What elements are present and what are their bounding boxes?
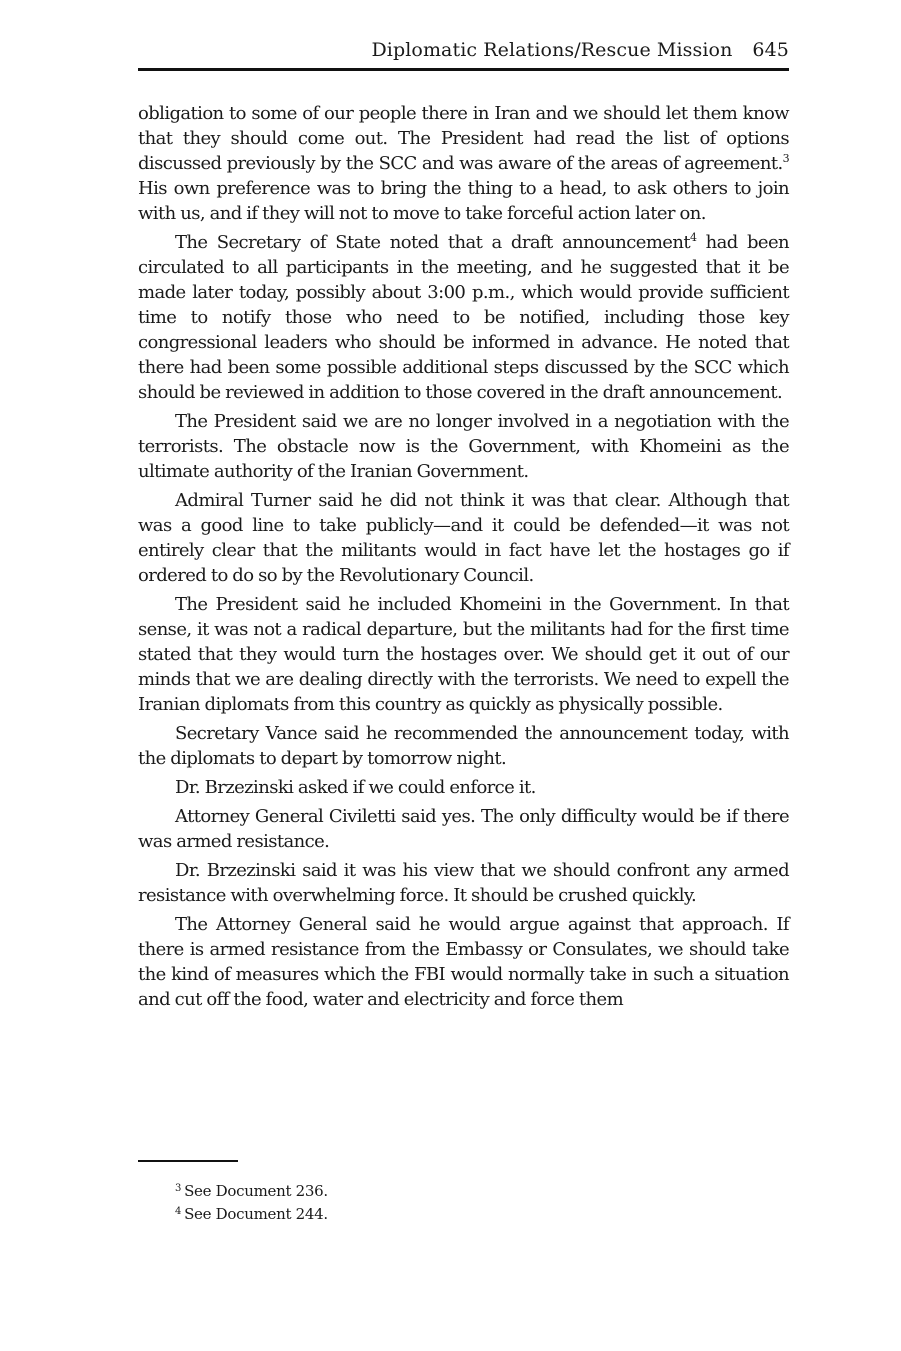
header-rule <box>138 68 789 71</box>
running-head <box>138 36 789 64</box>
body-paragraph <box>138 775 789 800</box>
paragraph-text: His own preference was to bring the thing to a head, to ask others to join with us, and if they will not to move to take forceful action later on. <box>138 178 789 224</box>
footnote-number: 4 <box>175 1206 182 1217</box>
paragraph-text: Attorney General Civiletti said yes. The only difficulty would be if there was armed resistance. <box>138 806 789 852</box>
paragraph-text: Dr. Brzezinski said it was his view that we should confront any armed resistance with overwhelming force. It should be crushed quickly. <box>138 860 789 906</box>
body-paragraph <box>138 230 789 405</box>
paragraph-text: obligation to some of our people there in Iran and we should let them know that they should come out. The President had read the list of options discussed previously by the SCC and was aware of the areas of agreement. <box>138 103 789 174</box>
page-number: 645 <box>752 39 789 61</box>
footnote <box>175 1180 775 1203</box>
paragraph-text: The President said he included Khomeini in the Government. In that sense, it was not a radical departure, but the militants had for the first time stated that they would turn the hostages over. We should get it out of our minds that we are dealing directly with the terrorists. We need to expell the Iranian diplomats from this country as quickly as physically possible. <box>138 594 789 715</box>
footnote-text: See Document 244. <box>184 1205 328 1223</box>
paragraph-text: had been circulated to all participants in the meeting, and he suggested that it be made later today, possibly about 3:00 p.m., which would provide sufficient time to notify those who need to be notified, including those key congressional leaders who should be informed in advance. He noted that there had been some possible additional steps discussed by the SCC which should be reviewed in addition to those covered in the draft announcement. <box>138 232 790 403</box>
body-text <box>138 101 789 1016</box>
paragraph-text: Dr. Brzezinski asked if we could enforce it. <box>175 777 536 798</box>
body-paragraph <box>138 912 789 1012</box>
body-paragraph <box>138 858 789 908</box>
body-paragraph <box>138 409 789 484</box>
paragraph-text: The Attorney General said he would argue against that approach. If there is armed resistance from the Embassy or Consulates, we should take the kind of measures which the FBI would normally take in such a situation and cut off the food, water and electricity and force them <box>138 914 789 1010</box>
body-paragraph <box>138 721 789 771</box>
running-head-title: Diplomatic Relations/Rescue Mission <box>371 39 733 61</box>
body-paragraph <box>138 804 789 854</box>
footnotes <box>175 1180 775 1226</box>
footnote-number: 3 <box>175 1183 182 1194</box>
footnote-reference[interactable]: 4 <box>689 231 697 244</box>
paragraph-text: The Secretary of State noted that a draft announcement <box>175 232 690 253</box>
footnote-rule <box>138 1160 238 1162</box>
body-paragraph <box>138 101 789 226</box>
body-paragraph <box>138 592 789 717</box>
footnote <box>175 1203 775 1226</box>
paragraph-text: Secretary Vance said he recommended the announcement today, with the diplomats to depart by tomorrow night. <box>138 723 789 769</box>
footnote-text: See Document 236. <box>184 1182 328 1200</box>
paragraph-text: Admiral Turner said he did not think it was that clear. Although that was a good line to take publicly—and it could be defended—it was not entirely clear that the militants would in fact have let the hostages go if ordered to do so by the Revolutionary Council. <box>138 490 789 586</box>
body-paragraph <box>138 488 789 588</box>
paragraph-text: The President said we are no longer involved in a negotiation with the terrorists. The obstacle now is the Government, with Khomeini as the ultimate authority of the Iranian Government. <box>138 411 789 482</box>
footnote-reference[interactable]: 3 <box>782 152 789 165</box>
